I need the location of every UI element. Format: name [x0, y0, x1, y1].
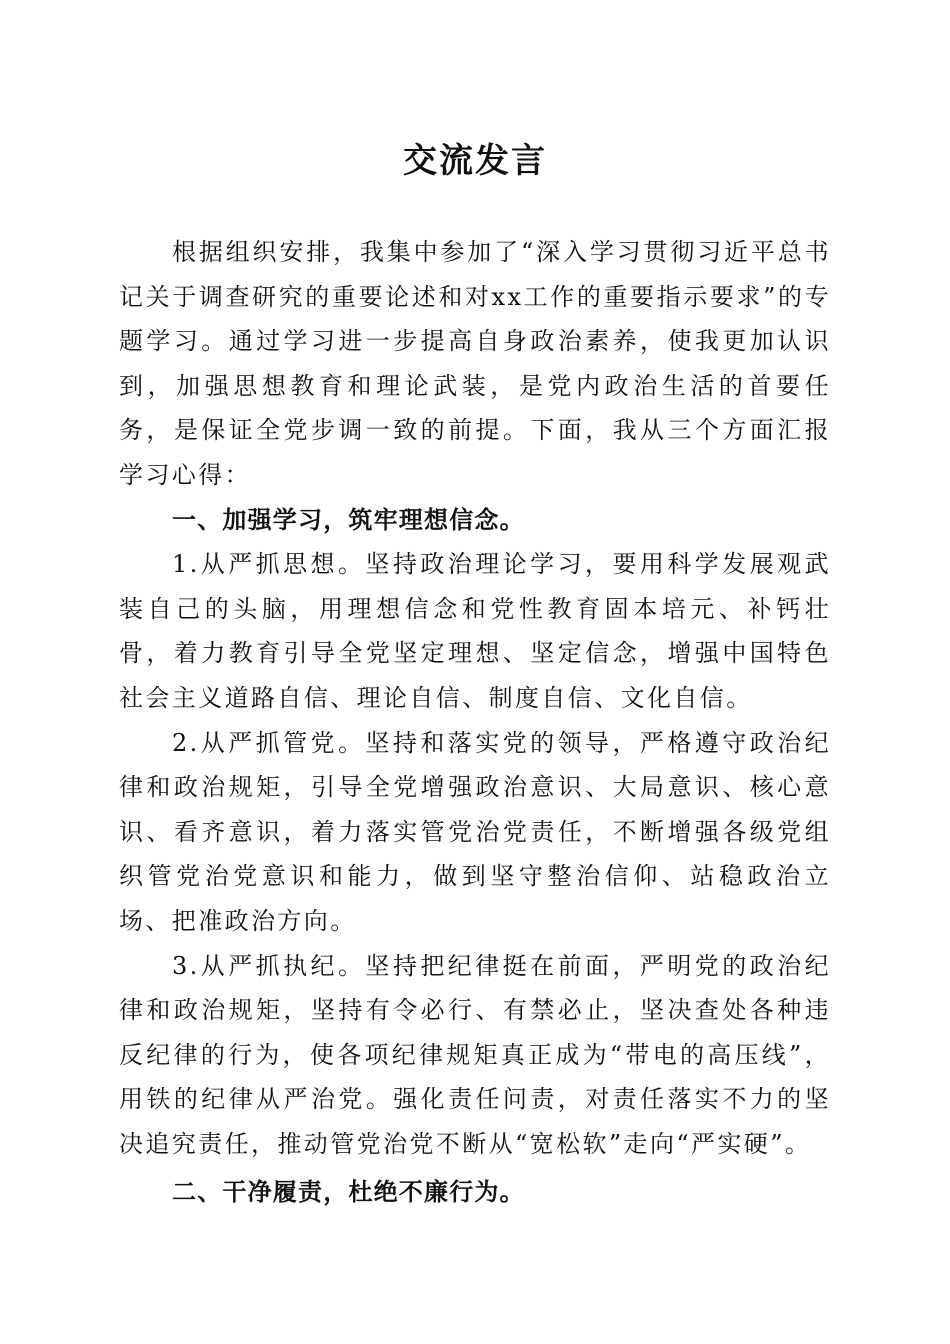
intro-paragraph: 根据组织安排，我集中参加了“深入学习贯彻习近平总书记关于调查研究的重要论述和对xx工作的重要指示要求”的专题学习。通过学习进一步提高自身政治素养，使我更加认识到，加强思想教育和理论武装，是党内政治生活的首要任务，是保证全党步调一致的前提。下面，我从三个方面汇报学习心得： — [119, 238, 831, 489]
document-body — [119, 230, 831, 1215]
section-heading-2: 二、干净履责，杜绝不廉行为。 — [172, 1178, 525, 1207]
document-title: 交流发言 — [403, 141, 547, 181]
section-heading-1: 一、加强学习，筑牢理想信念。 — [172, 505, 525, 534]
list-item-1: 1.从严抓思想。坚持政治理论学习，要用科学发展观武装自己的头脑，用理想信念和党性教育固本培元、补钙壮骨，着力教育引导全党坚定理想、坚定信念，增强中国特色社会主义道路自信、理论自信、制度自信、文化自信。 — [119, 550, 831, 712]
list-item-2: 2.从严抓管党。坚持和落实党的领导，严格遵守政治纪律和政治规矩，引导全党增强政治意识、大局意识、核心意识、看齐意识，着力落实管党治党责任，不断增强各级党组织管党治党意识和能力，做到坚守整治信仰、站稳政治立场、把准政治方向。 — [119, 728, 831, 935]
list-item-3: 3.从严抓执纪。坚持把纪律挺在前面，严明党的政治纪律和政治规矩，坚持有令必行、有禁必止，坚决查处各种违反纪律的行为，使各项纪律规矩真正成为“带电的高压线”，用铁的纪律从严治党。强化责任问责，对责任落实不力的坚决追究责任，推动管党治党不断从“宽松软”走向“严实硬”。 — [119, 951, 831, 1158]
